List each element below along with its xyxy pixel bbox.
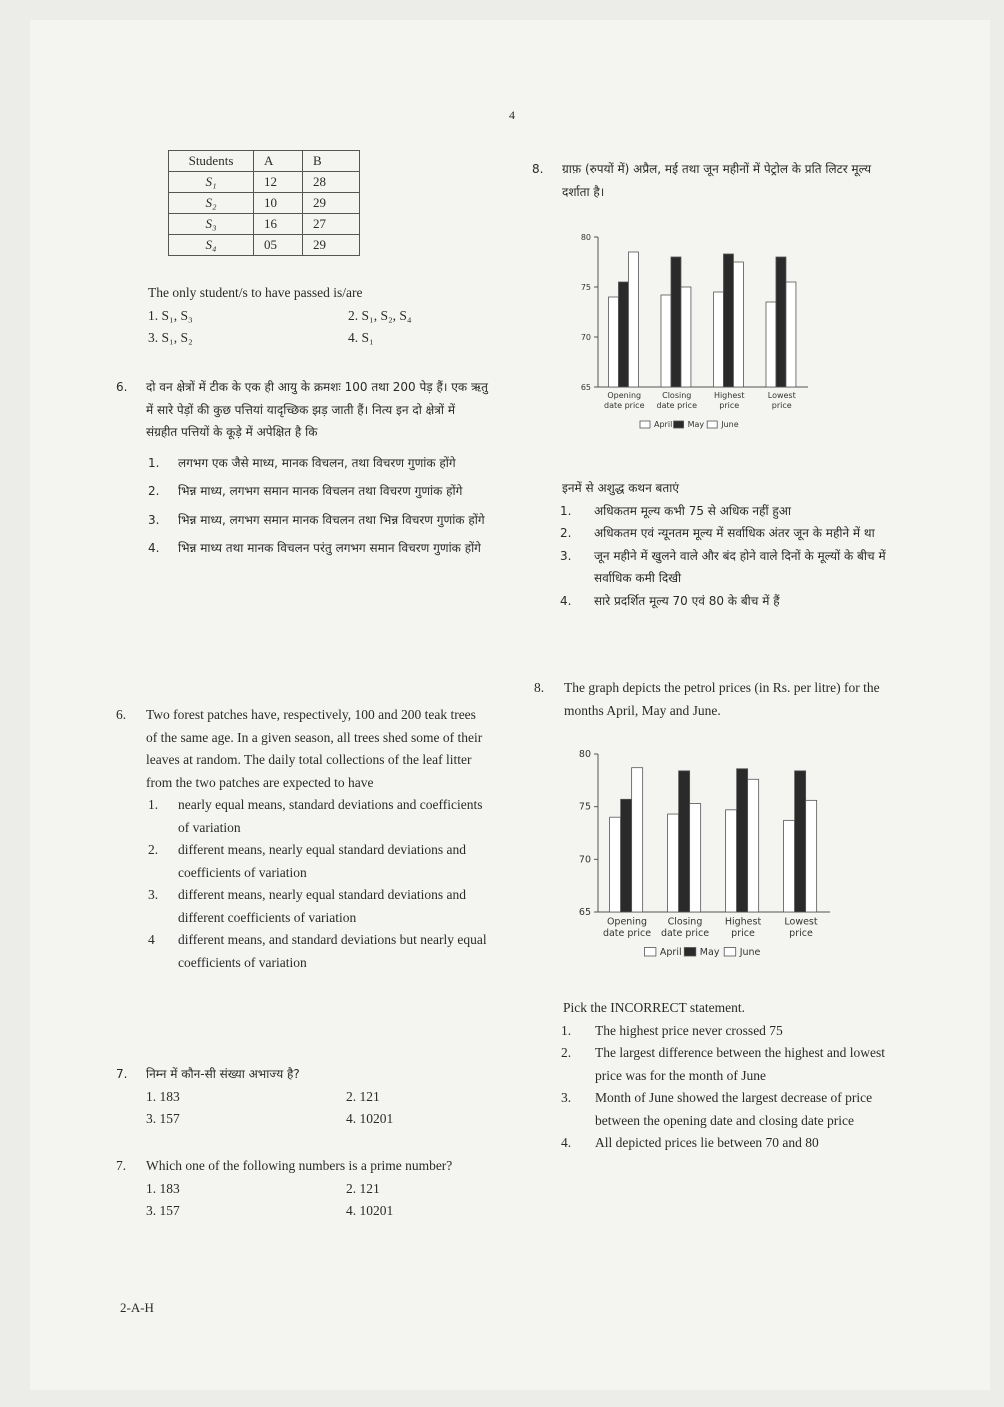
x-category-label: date price (656, 401, 697, 410)
table-row (169, 235, 360, 256)
table-row (169, 193, 360, 214)
x-category-label: Lowest (767, 391, 796, 400)
option-number: 3. (560, 548, 572, 563)
header-students: Students (169, 151, 254, 172)
bar-april (784, 820, 795, 912)
table-cell: S₂ (169, 193, 254, 214)
question-number: 7. (116, 1067, 128, 1081)
x-category-label: date price (602, 928, 652, 939)
legend-label: April (659, 947, 682, 958)
option-number: 2. (148, 842, 159, 857)
y-tick-label: 75 (578, 801, 591, 813)
question-number: 8. (534, 680, 545, 695)
bar-june (748, 779, 759, 912)
bar-june (733, 262, 743, 387)
option-3[interactable]: 3. S₁, S₂ (148, 330, 193, 345)
bar-chart-english (560, 742, 840, 987)
page-number: 4 (509, 108, 515, 122)
option-2[interactable]: 2. S₁, S₂, S₄ (348, 307, 412, 323)
question-number: 6. (116, 707, 127, 722)
option-4[interactable]: 4. S₁ (348, 330, 374, 345)
legend-label: May (699, 947, 720, 958)
option-number: 2. (560, 526, 572, 540)
question-stem: The only student/s to have passed is/are (148, 285, 363, 300)
bar-may (618, 282, 628, 387)
option-number: 4. (560, 593, 572, 608)
option-text: अधिकतम मूल्य कभी 75 से अधिक नहीं हुआ (594, 503, 791, 518)
bar-may (776, 257, 786, 387)
option-2[interactable] (562, 522, 902, 545)
legend-swatch (684, 948, 696, 957)
option-number: 4. (561, 1135, 572, 1150)
table-row (169, 214, 360, 235)
chart-svg (560, 742, 840, 982)
y-tick-label: 80 (578, 749, 591, 760)
legend-label: June (739, 947, 761, 958)
legend-swatch (674, 421, 684, 428)
option-number: 3. (148, 887, 159, 902)
header-a: A (254, 151, 303, 172)
x-category-label: Closing (662, 391, 692, 400)
legend-swatch (724, 948, 736, 957)
legend-label: June (721, 420, 739, 429)
option-3[interactable] (563, 1087, 893, 1132)
y-tick-label: 75 (580, 283, 591, 292)
option-number: 4. (148, 541, 160, 555)
question-stem: The graph depicts the petrol prices (in Rs. per litre) for the months April, May and June. (564, 680, 880, 718)
question-number: 8. (532, 162, 544, 176)
option-3[interactable] (146, 884, 490, 929)
option-text: different means, nearly equal standard deviations and different coefficients of variation (178, 887, 467, 925)
bar-april (726, 810, 737, 912)
option-number: 1. (148, 797, 159, 812)
x-category-label: price (771, 401, 792, 410)
question-8-english-options (563, 997, 893, 1155)
option-1[interactable]: 1. 183 (146, 1180, 180, 1196)
option-1[interactable]: 1. 183 (146, 1088, 180, 1104)
legend-swatch (644, 948, 656, 957)
table-cell: 29 (303, 193, 360, 214)
bar-may (671, 257, 681, 387)
question-stem: निम्न में कौन-सी संख्या अभाज्य है? (146, 1067, 300, 1081)
question-8-english (534, 677, 894, 722)
bar-chart-hindi (560, 225, 820, 460)
option-3[interactable] (562, 545, 902, 590)
option-text: लगभग एक जैसे माध्य, मानक विचलन, तथा विचरण गुणांक होंगे (178, 455, 456, 470)
option-4[interactable] (146, 929, 490, 974)
option-text: different means, nearly equal standard deviations and coefficients of variation (178, 842, 467, 880)
bar-may (737, 769, 748, 912)
question-7-hindi (116, 1063, 490, 1131)
x-category-label: Lowest (784, 916, 818, 928)
option-text: All depicted prices lie between 70 and 80 (595, 1135, 819, 1150)
option-number: 1. (561, 1022, 572, 1038)
table-cell: 10 (254, 193, 303, 214)
table-cell: 05 (254, 235, 303, 256)
header-b: B (303, 151, 360, 172)
option-number: 2. (561, 1045, 572, 1060)
question-5-continuation (148, 282, 448, 350)
table-cell: 29 (303, 235, 360, 256)
option-2[interactable] (146, 480, 490, 503)
question-6-english (116, 704, 490, 974)
x-category-label: price (789, 928, 813, 939)
table-row (169, 172, 360, 193)
option-text: जून महीने में खुलने वाले और बंद होने वाले दिनों के मूल्यों के बीच में सर्वाधिक कमी दिखी (594, 548, 886, 585)
bar-april (610, 817, 621, 912)
x-category-label: Opening (607, 391, 642, 400)
students-table (168, 150, 360, 256)
question-7-english (116, 1155, 490, 1223)
bar-april (668, 814, 679, 912)
question-8-hindi (532, 158, 902, 203)
table-cell: 28 (303, 172, 360, 193)
option-1[interactable] (563, 1020, 893, 1043)
table-cell: S₄ (169, 235, 254, 256)
question-number: 7. (116, 1158, 127, 1173)
option-text: भिन्न माध्य, लगभग समान मानक विचलन तथा विचरण गुणांक होंगे (178, 484, 463, 498)
table-header-row (169, 151, 360, 172)
option-2[interactable]: 2. 121 (346, 1088, 380, 1104)
option-2[interactable] (563, 1042, 893, 1087)
option-text: different means, and standard deviations but nearly equal coefficients of variation (178, 932, 487, 970)
legend-swatch (640, 421, 650, 428)
option-2[interactable] (146, 839, 490, 884)
table-cell: S₃ (169, 214, 254, 235)
option-text: भिन्न माध्य, लगभग समान मानक विचलन तथा भिन्न विचरण गुणांक होंगे (178, 512, 485, 527)
option-number: 3. (148, 512, 160, 527)
option-3[interactable]: 3. 157 (146, 1111, 180, 1126)
option-text: भिन्न माध्य तथा मानक विचलन परंतु लगभग समान विचरण गुणांक होंगे (178, 541, 481, 555)
question-stem: Which one of the following numbers is a prime number? (146, 1158, 453, 1173)
bar-may (795, 771, 806, 912)
option-text: अधिकतम एवं न्यूनतम मूल्य में सर्वाधिक अंतर जून के महीने में था (594, 526, 875, 540)
bar-june (681, 287, 691, 387)
x-category-label: date price (604, 401, 645, 410)
y-tick-label: 70 (580, 333, 591, 342)
question-8-hindi-options (562, 477, 902, 612)
option-number: 3. (561, 1090, 572, 1105)
option-1[interactable] (562, 500, 902, 523)
x-category-label: price (731, 928, 755, 939)
question-stem: ग्राफ़ (रुपयों में) अप्रैल, मई तथा जून महीनों में पेट्रोल के प्रति लिटर मूल्य दर्शाता है। (562, 162, 872, 199)
question-prompt: इनमें से अशुद्ध कथन बताएं (562, 481, 679, 495)
bar-june (786, 282, 796, 387)
page-footer-code: 2-A-H (120, 1300, 154, 1315)
option-number: 4 (148, 932, 155, 947)
y-tick-label: 70 (578, 854, 591, 866)
option-1[interactable] (146, 452, 490, 475)
question-prompt: Pick the INCORRECT statement. (563, 1000, 745, 1015)
table-cell: 12 (254, 172, 303, 193)
option-number: 1. (560, 503, 572, 518)
bar-june (628, 252, 638, 387)
question-number: 6. (116, 380, 128, 394)
table-cell: S₁ (169, 172, 254, 193)
answer-options (146, 1178, 490, 1223)
option-4[interactable]: 4. 10201 (346, 1111, 394, 1126)
question-stem: Two forest patches have, respectively, 100 and 200 teak trees of the same age. In a given season, all trees shed some of their leaves at random. The daily total collections of the leaf litter from the two patches are expected to have (146, 707, 483, 790)
option-3[interactable]: 3. 157 (146, 1203, 180, 1218)
legend-swatch (707, 421, 717, 428)
bar-june (632, 768, 643, 912)
legend-label: May (687, 420, 705, 429)
option-number: 2. (148, 484, 160, 498)
x-category-label: Closing (667, 916, 703, 928)
chart-svg (560, 225, 820, 455)
option-number: 1. (148, 455, 160, 470)
option-4[interactable] (146, 537, 490, 560)
x-category-label: Opening (606, 916, 648, 928)
question-6-hindi (116, 376, 490, 560)
bar-may (723, 254, 733, 387)
table-cell: 27 (303, 214, 360, 235)
option-text: nearly equal means, standard deviations and coefficients of variation (178, 797, 483, 835)
option-4[interactable] (563, 1132, 893, 1155)
bar-april (714, 292, 724, 387)
answer-options (148, 305, 448, 350)
option-text: The largest difference between the highest and lowest price was for the month of June (595, 1045, 886, 1083)
x-category-label: date price (660, 928, 710, 939)
option-2[interactable]: 2. 121 (346, 1180, 380, 1196)
legend-label: April (654, 420, 673, 429)
bar-june (690, 804, 701, 912)
y-tick-label: 65 (580, 383, 591, 392)
bar-april (609, 297, 619, 387)
option-4[interactable] (562, 590, 902, 613)
option-1[interactable]: 1. S₁, S₃ (148, 307, 193, 323)
answer-options (146, 1086, 490, 1131)
bar-april (766, 302, 776, 387)
option-text: Month of June showed the largest decrease of price between the opening date and closing date price (595, 1090, 873, 1128)
x-category-label: Highest (713, 391, 745, 400)
y-tick-label: 65 (578, 907, 591, 918)
option-text: सारे प्रदर्शित मूल्य 70 एवं 80 के बीच में हैं (594, 593, 780, 608)
bar-april (661, 295, 671, 387)
option-3[interactable] (146, 509, 490, 532)
x-category-label: price (719, 401, 740, 410)
option-4[interactable]: 4. 10201 (346, 1203, 394, 1218)
table-cell: 16 (254, 214, 303, 235)
question-stem: दो वन क्षेत्रों में टीक के एक ही आयु के क्रमशः 100 तथा 200 पेड़ हैं। एक ऋतु में सारे पेड़ों की कुछ पत्तियां यादृच्छिक झड़ जाती हैं। नित्य इन दो क्षेत्रों में संग्रहीत पत्तियों के कूड़े में अपेक्षित है कि (146, 380, 489, 439)
bar-may (679, 771, 690, 912)
bar-may (621, 799, 632, 912)
option-text: The highest price never crossed 75 (595, 1022, 783, 1038)
bar-june (806, 800, 817, 912)
x-category-label: Highest (724, 916, 762, 928)
option-1[interactable] (146, 794, 490, 839)
y-tick-label: 80 (580, 233, 591, 242)
